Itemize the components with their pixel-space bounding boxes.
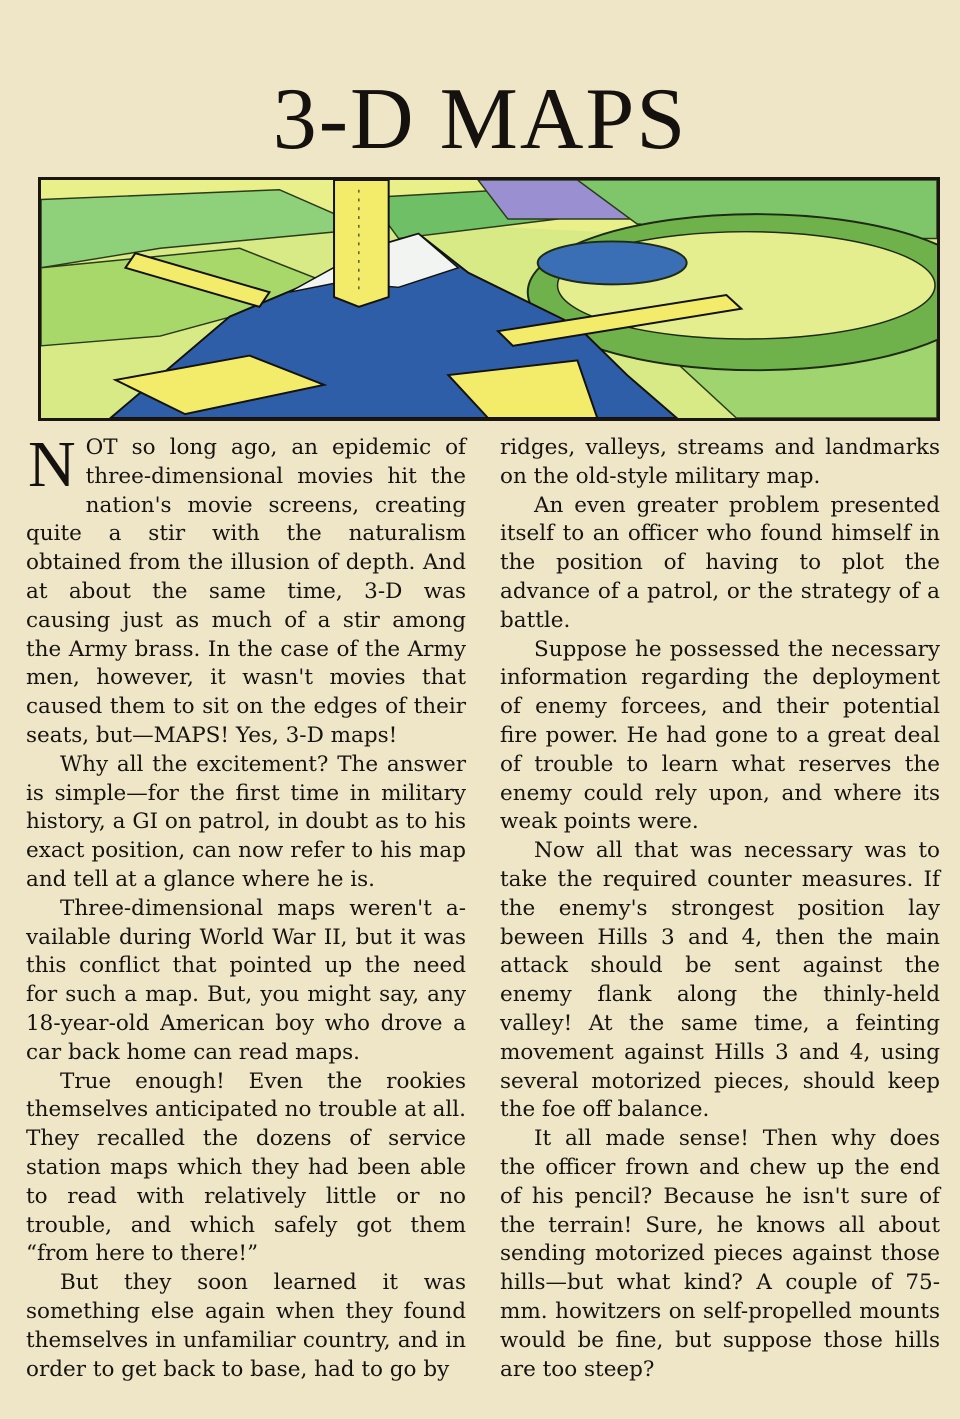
page-title: 3-D MAPS <box>272 71 688 168</box>
article-paragraph <box>26 428 466 751</box>
article-paragraph: True enough! Even the rookies themselves anticipated no trouble at all. They recalled the dozens of service station maps which they had been able to read with relatively little or no trouble, and which safely got them “from here to there!” <box>26 1068 466 1267</box>
terrain-map-icon <box>41 180 937 418</box>
article-paragraph: Now all that was necessary was to take the required counter measures. If the enemy's strongest position lay beween Hills 3 and 4, then the main attack should be sent against the enemy flank along the thinly-held valley! At the same time, a feinting movement against Hills 3 and 4, using several motorized pieces, should keep the foe off balance. <box>500 838 940 1123</box>
article-paragraph: Why all the excitement? The answer is simple—for the first time in military history, a GI on patrol, in doubt as to his exact position, can now refer to his map and tell at a glance where he is. <box>26 751 466 892</box>
drop-cap: N <box>28 428 76 501</box>
article-paragraph: It all made sense! Then why does the officer frown and chew up the end of his pencil? Because he isn't sure of the terrain! Sure, he knows all about sending motorized pieces against those hills—but what kind? A couple of 75-mm. howitzers on self-propelled mounts would be fine, but suppose those hills are too steep? <box>500 1126 940 1382</box>
article-paragraph: But they soon learned it was something else again when they found themselves in unfamiliar country, and in order to get back to base, had to go by <box>26 1270 466 1382</box>
article-left-column <box>26 428 466 1384</box>
article-paragraph: ridges, valleys, streams and landmarks on the old-style military map. <box>500 435 940 489</box>
terrain-map-illustration <box>38 177 940 421</box>
article-right-column <box>500 434 940 1384</box>
article-paragraph: Suppose he possessed the necessary information regarding the deployment of enemy forcees, and their potential fire power. He had gone to a great deal of trouble to learn what reserves the enemy could rely upon, and where its weak points were. <box>500 636 940 835</box>
article-paragraph: Three-dimensional maps weren't a-vailable during World War II, but it was this conflict that pointed up the need for such a map. But, you might say, any 18-year-old American boy who drove a car back home can read maps. <box>26 895 466 1065</box>
article-paragraph-text: OT so long ago, an epidemic of three-dimensional movies hit the nation's movie screens, creating quite a stir with the naturalism obtained from the illusion of depth. And at about the same time, 3-D was causing just as much of a stir among the Army brass. In the case of the Army men, however, it wasn't movies that caused them to sit on the edges of their seats, but—MAPS! Yes, 3-D maps! <box>26 435 466 748</box>
article-paragraph: An even greater problem presented itself to an officer who found himself in the position of having to plot the advance of a patrol, or the strategy of a battle. <box>500 492 940 633</box>
